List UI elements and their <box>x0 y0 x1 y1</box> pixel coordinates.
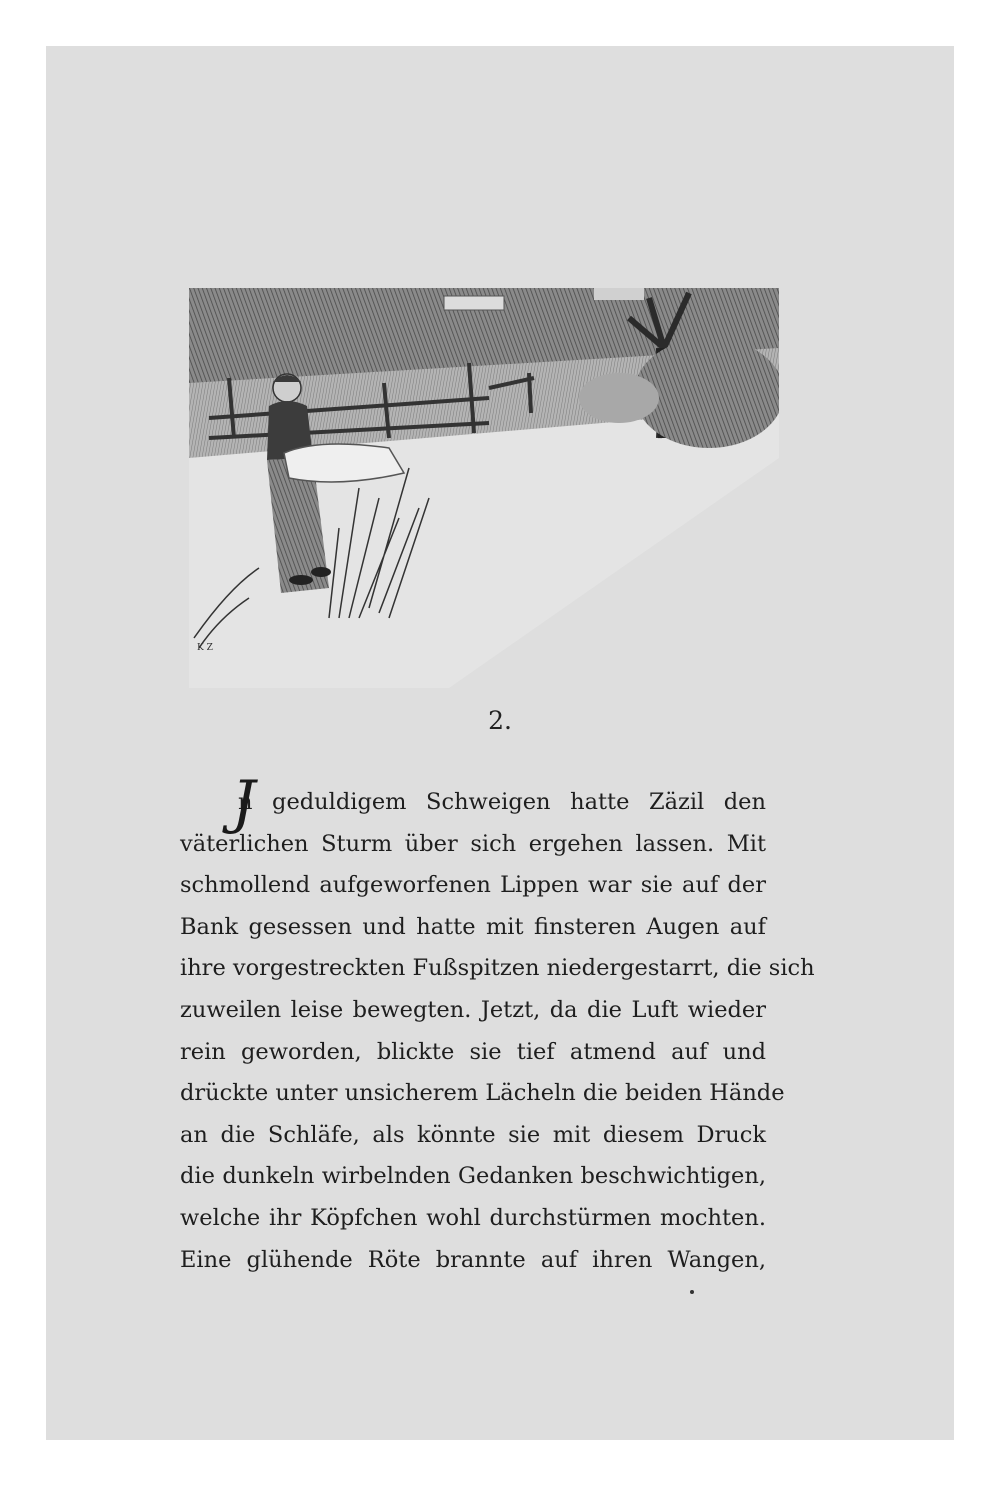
artist-signature: K Z <box>197 643 213 653</box>
text-line: ihre vorgestreckten Fußspitzen niedergestarrt, die sich <box>180 955 815 982</box>
text-line: zuweilen leise bewegten. Jetzt, da die Luft wieder <box>180 996 766 1023</box>
text-line: schmollend aufgeworfenen Lippen war sie auf der <box>180 872 766 899</box>
text-line: Bank gesessen und hatte mit finsteren Augen auf <box>180 913 766 940</box>
chapter-body <box>180 768 815 1281</box>
text-line: väterlichen Sturm über sich ergehen lassen. Mit <box>180 830 766 857</box>
text-line: die dunkeln wirbelnden Gedanken beschwichtigen, <box>180 1163 766 1190</box>
engraving-image <box>189 288 779 688</box>
drop-cap-letter: J <box>232 768 256 836</box>
text-line: n geduldigem Schweigen hatte Zäzil den <box>238 789 766 815</box>
chapter-number: 2. <box>488 706 512 735</box>
winter-scene-illustration <box>189 288 779 688</box>
text-line: an die Schläfe, als könnte sie mit diesem Druck <box>180 1121 766 1148</box>
text-line: drückte unter unsicherem Lächeln die beiden Hände <box>180 1080 785 1107</box>
text-line: Eine glühende Röte brannte auf ihren Wangen, <box>180 1246 766 1273</box>
print-speck <box>690 1290 694 1294</box>
text-line: welche ihr Köpfchen wohl durchstürmen mochten. <box>180 1204 766 1231</box>
text-line: rein geworden, blickte sie tief atmend auf und <box>180 1038 766 1065</box>
